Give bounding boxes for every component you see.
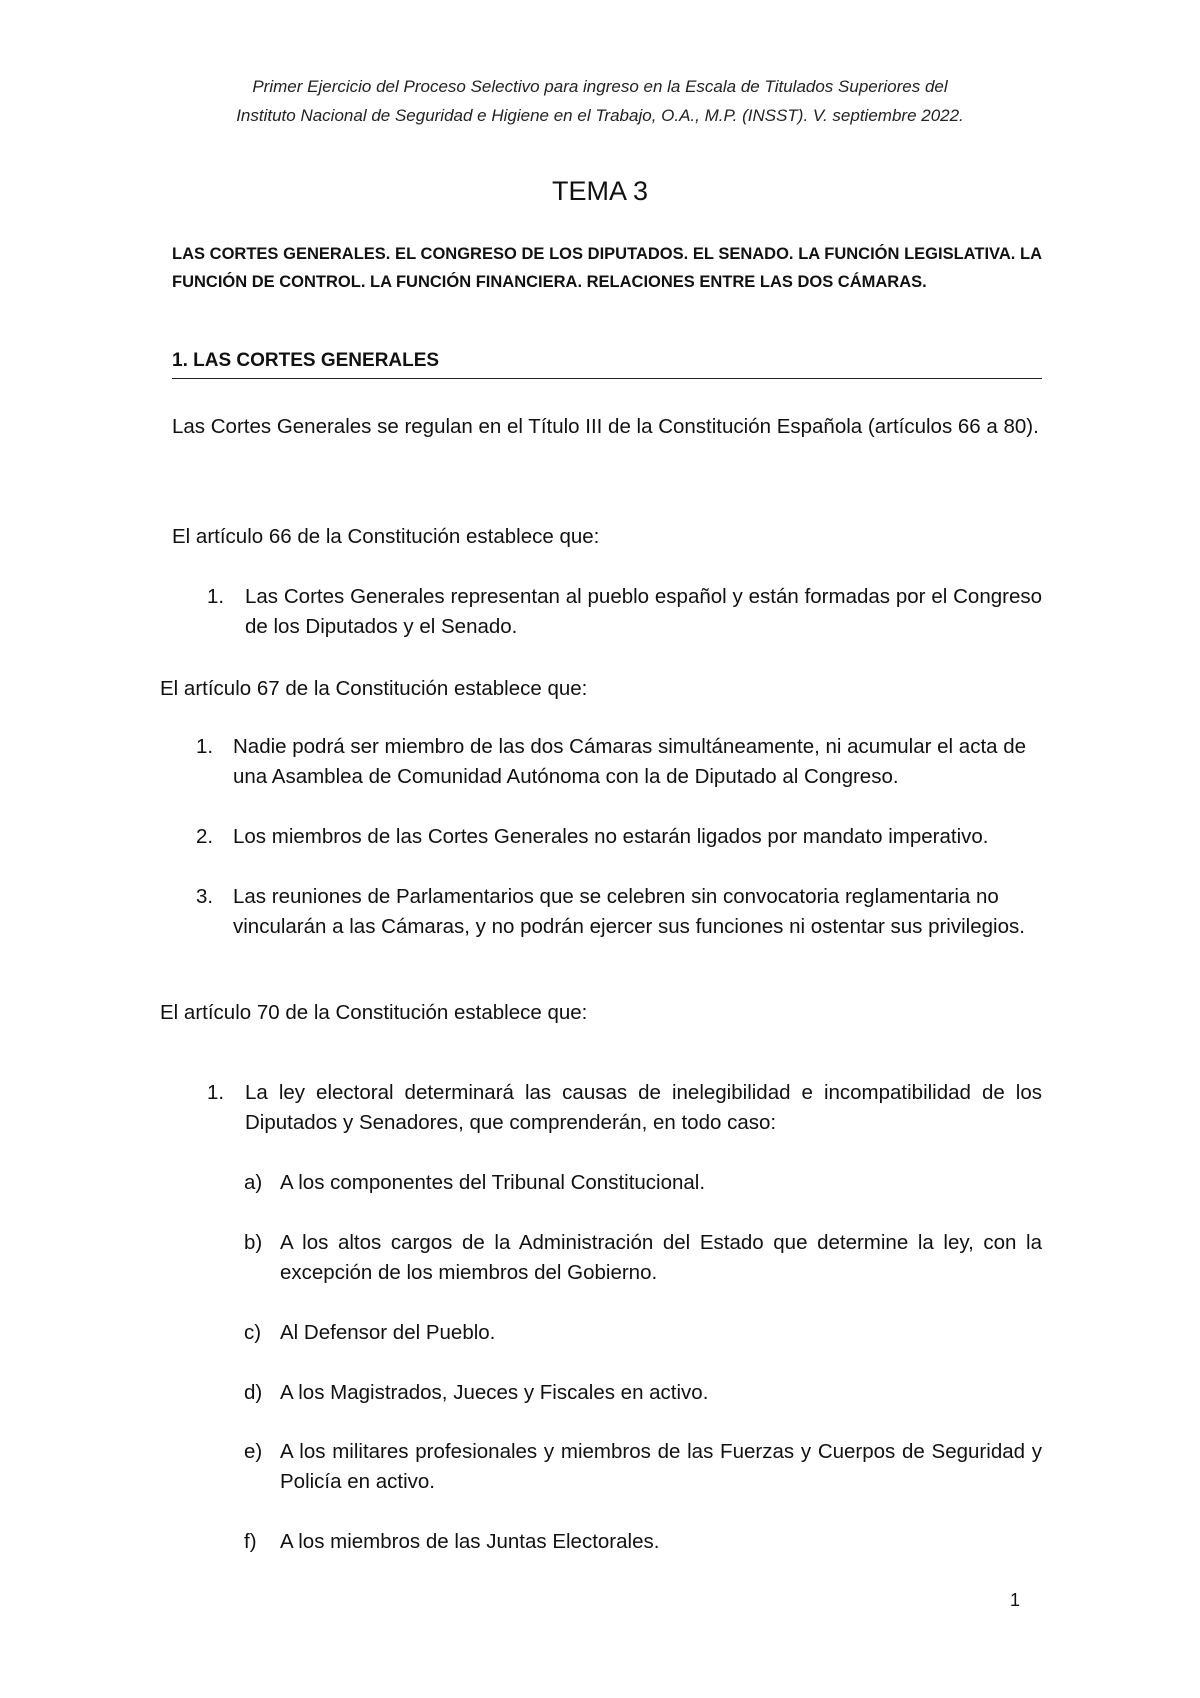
art70-lead: El artículo 70 de la Constitución establece que: bbox=[160, 1001, 588, 1024]
header-line-1: Primer Ejercicio del Proceso Selectivo para ingreso en la Escala de Titulados Superiores del bbox=[252, 77, 948, 96]
section-heading: 1. LAS CORTES GENERALES bbox=[172, 350, 1042, 379]
art66-item-number: 1. bbox=[207, 585, 225, 608]
art67-item-text: Las reuniones de Parlamentarios que se celebren sin convocatoria reglamentaria no vincularán a las Cámaras, y no podrán ejercer sus funciones ni ostentar sus privilegios. bbox=[233, 885, 1025, 938]
art67-item-text: Los miembros de las Cortes Generales no estarán ligados por mandato imperativo. bbox=[233, 825, 989, 848]
art70-item-text: La ley electoral determinará las causas de inelegibilidad e incompatibilidad de los Diputados y Senadores, que comprenderán, en todo caso: bbox=[245, 1081, 1042, 1134]
art70-item-number: 1. bbox=[207, 1081, 225, 1104]
art66-item-text: Las Cortes Generales representan al pueblo español y están formadas por el Congreso de los Diputados y el Senado. bbox=[245, 585, 1042, 638]
art70-subitem-letter: b) bbox=[244, 1231, 263, 1254]
art70-subitem-text: A los miembros de las Juntas Electorales. bbox=[280, 1530, 660, 1553]
art67-item-text: Nadie podrá ser miembro de las dos Cámaras simultáneamente, ni acumular el acta de una Asamblea de Comunidad Autónoma con la de Diputado al Congreso. bbox=[233, 735, 1027, 788]
art70-subitem-letter: d) bbox=[244, 1381, 263, 1404]
art70-subitem-text: Al Defensor del Pueblo. bbox=[280, 1321, 496, 1344]
header-line-2: Instituto Nacional de Seguridad e Higiene en el Trabajo, O.A., M.P. (INSST). V. septiembre 2022. bbox=[236, 106, 964, 125]
art66-lead: El artículo 66 de la Constitución establece que: bbox=[172, 525, 600, 548]
intro-paragraph: Las Cortes Generales se regulan en el Título III de la Constitución Española (artículos 66 a 80). bbox=[172, 415, 1039, 438]
art67-item-number: 3. bbox=[196, 885, 214, 908]
art70-subitem-letter: c) bbox=[244, 1321, 262, 1344]
art70-subitem-text: A los altos cargos de la Administración del Estado que determine la ley, con la excepción de los miembros del Gobierno. bbox=[280, 1231, 1042, 1284]
art67-lead: El artículo 67 de la Constitución establece que: bbox=[160, 677, 588, 700]
page-number: 1 bbox=[1010, 1590, 1021, 1610]
art70-subitem-letter: a) bbox=[244, 1171, 263, 1194]
art70-subitem-text: A los militares profesionales y miembros de las Fuerzas y Cuerpos de Seguridad y Policía en activo. bbox=[280, 1440, 1042, 1493]
topic-subtitle: LAS CORTES GENERALES. EL CONGRESO DE LOS DIPUTADOS. EL SENADO. LA FUNCIÓN LEGISLATIVA. LA FUNCIÓN DE CONTROL. LA FUNCIÓN FINANCIERA. RELACIONES ENTRE LAS DOS CÁMARAS. bbox=[172, 245, 1042, 291]
art67-item-number: 2. bbox=[196, 825, 214, 848]
art70-subitem-text: A los componentes del Tribunal Constitucional. bbox=[280, 1171, 706, 1194]
page-title: TEMA 3 bbox=[551, 176, 649, 206]
art70-subitem-letter: e) bbox=[244, 1440, 263, 1463]
art67-item-number: 1. bbox=[196, 735, 214, 758]
art70-subitem-letter: f) bbox=[244, 1530, 257, 1553]
document-header bbox=[0, 72, 1200, 130]
art70-subitem-text: A los Magistrados, Jueces y Fiscales en activo. bbox=[280, 1381, 709, 1404]
